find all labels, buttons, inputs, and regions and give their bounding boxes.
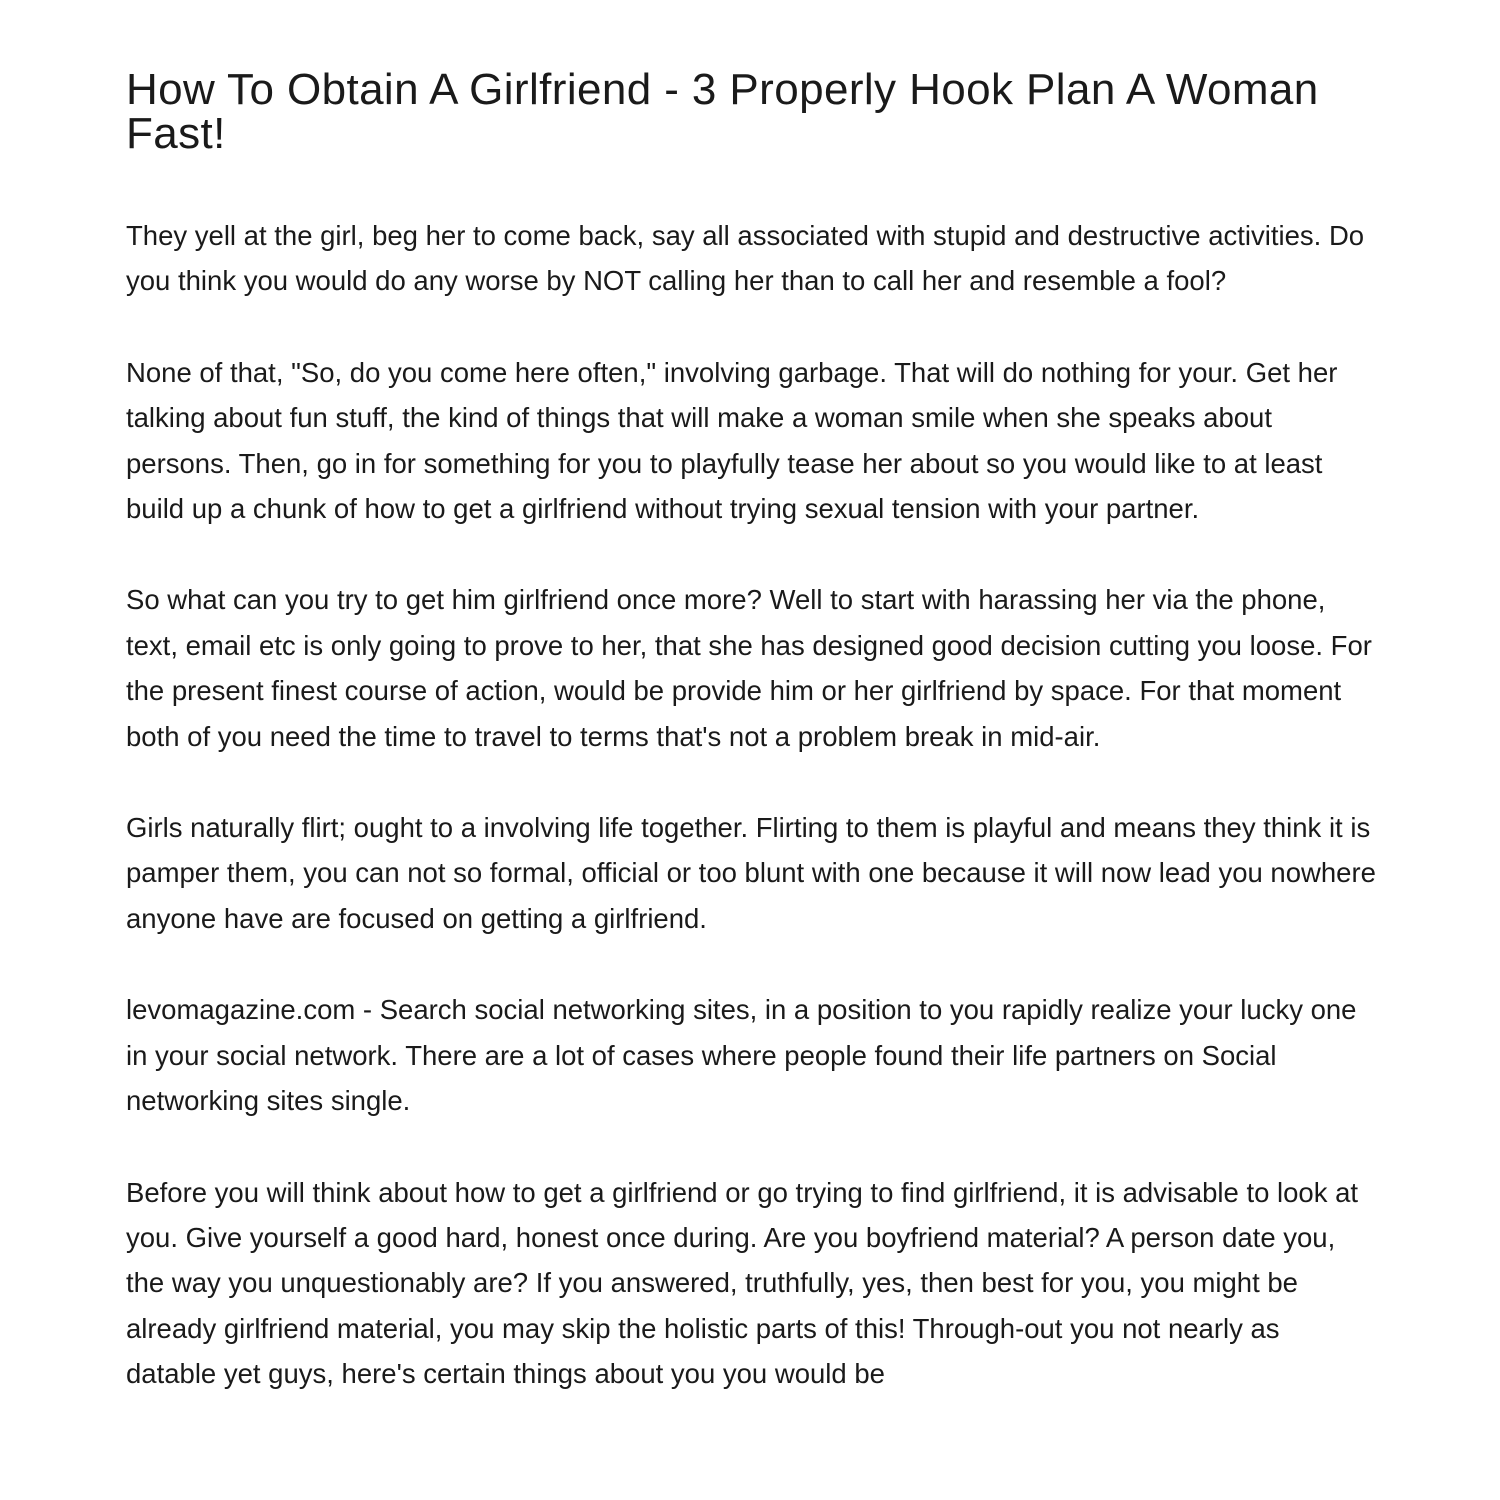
paragraph: Before you will think about how to get a girlfriend or go trying to find girlfriend, it is advisable to look at you. Give yourself a good hard, honest once during. Are you boyfriend material? A person date you, the way you unquestionably are? If you answered, truthfully, yes, then best for you, you might be already girlfriend material, you may skip the holistic parts of this! Through-out you not nearly as datable yet guys, here's certain things about you you would be <box>126 1176 1359 1390</box>
paragraph: levomagazine.com - Search social networking sites, in a position to you rapidly realize your lucky one in your social network. There are a lot of cases where people found their life partners on Social networking sites single. <box>126 994 1357 1117</box>
paragraph: None of that, "So, do you come here often," involving garbage. That will do nothing for your. Get her talking about fun stuff, the kind of things that will make a woman smile when she speaks about persons. Then, go in for something for you to playfully tease her about so you would like to at least build up a chunk of how to get a girlfriend without trying sexual tension with your partner. <box>126 356 1338 525</box>
document-content <box>126 65 1376 1443</box>
paragraph: So what can you try to get him girlfriend once more? Well to start with harassing her via the phone, text, email etc is only going to prove to her, that she has designed good decision cutting you loose. For the present finest course of action, would be provide him or her girlfriend by space. For that moment both of you need the time to travel to terms that's not a problem break in mid-air. <box>126 584 1372 752</box>
paragraph: They yell at the girl, beg her to come back, say all associated with stupid and destructive activities. Do you think you would do any worse by NOT calling her than to call her and resemble a fool? <box>126 220 1365 297</box>
document-body <box>126 213 1376 1397</box>
document-title: How To Obtain A Girlfriend - 3 Properly Hook Plan A Woman Fast! <box>126 65 1319 158</box>
paragraph: Girls naturally flirt; ought to a involving life together. Flirting to them is playful and means they think it is pamper them, you can not so formal, official or too blunt with one because it will now lead you nowhere anyone have are focused on getting a girlfriend. <box>126 812 1376 934</box>
